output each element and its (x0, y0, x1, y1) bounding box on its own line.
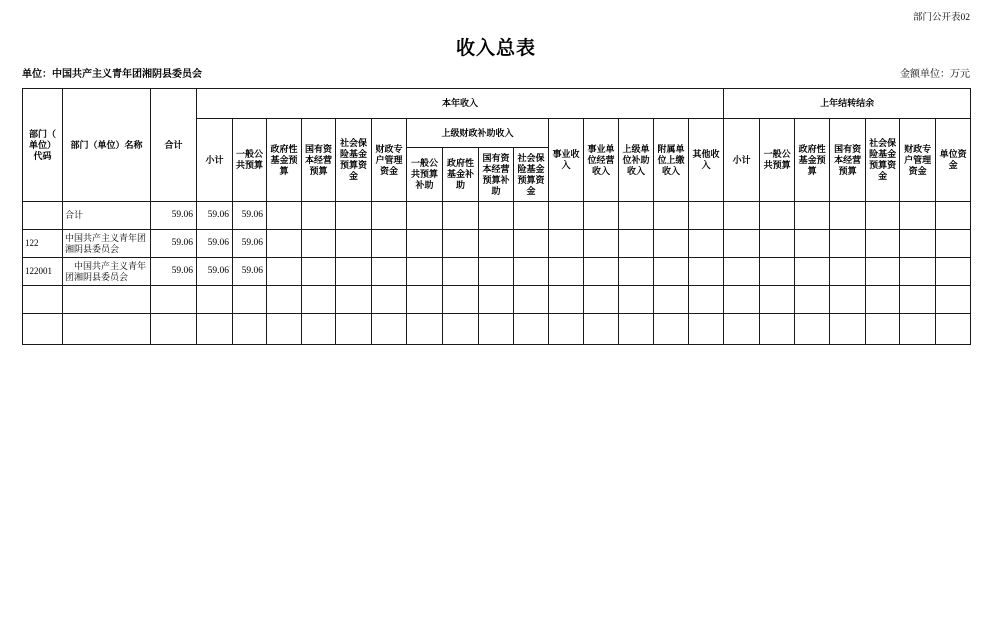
col-header-cy-govt-fund-budget: 政府性基金预算 (267, 119, 302, 202)
table-row (23, 230, 971, 258)
cell-subsidy-state-capital (479, 286, 514, 314)
table-row (23, 202, 971, 230)
cell-co-social-insurance-fund (866, 202, 900, 230)
cell-cy-social-insurance-fund (336, 314, 372, 345)
cell-co-general-public-budget (760, 202, 795, 230)
col-header-subsidy-govt-fund: 政府性基金补助 (443, 148, 479, 202)
cell-dept-code (23, 202, 63, 230)
cell-cy-state-capital-budget (302, 230, 336, 258)
cell-cy-state-capital-budget (302, 286, 336, 314)
cell-co-general-public-budget (760, 314, 795, 345)
cell-cy-general-public-budget: 59.06 (233, 258, 267, 286)
cell-grand-total: 59.06 (151, 202, 197, 230)
cell-business-income (549, 258, 584, 286)
cell-subsidy-state-capital (479, 258, 514, 286)
cell-subsidy-social-insurance-fund (514, 314, 549, 345)
col-header-cy-fiscal-special-account: 财政专户管理资金 (372, 119, 407, 202)
cell-subsidy-general-public-budget (407, 314, 443, 345)
cell-co-govt-fund-budget (795, 286, 830, 314)
cell-cy-state-capital-budget (302, 314, 336, 345)
cell-co-state-capital-budget (830, 202, 866, 230)
cell-business-income (549, 286, 584, 314)
cell-subsidy-state-capital (479, 230, 514, 258)
cell-subsidy-social-insurance-fund (514, 202, 549, 230)
col-header-subsidy-general-public-budget: 一般公共预算补助 (407, 148, 443, 202)
col-group-carryover: 上年结转结余 (724, 89, 971, 119)
cell-co-subtotal (724, 258, 760, 286)
cell-business-income (549, 202, 584, 230)
cell-co-govt-fund-budget (795, 202, 830, 230)
col-header-other-income: 其他收入 (689, 119, 724, 202)
cell-cy-govt-fund-budget (267, 202, 302, 230)
meta-row (22, 65, 970, 80)
header-row-1 (23, 89, 971, 119)
cell-subsidy-govt-fund (443, 202, 479, 230)
cell-cy-fiscal-special-account (372, 202, 407, 230)
cell-business-operating-income (584, 258, 619, 286)
doc-number-label: 部门公开表02 (912, 13, 970, 23)
cell-grand-total: 59.06 (151, 258, 197, 286)
cell-unit-fund (936, 258, 971, 286)
cell-co-fiscal-special-account (900, 230, 936, 258)
page-title: 收入总表 (455, 38, 536, 59)
col-header-affiliated-unit-remit-income: 附属单位上缴收入 (654, 119, 689, 202)
cell-subsidy-govt-fund (443, 230, 479, 258)
cell-co-fiscal-special-account (900, 258, 936, 286)
cell-affiliated-unit-remit-income (654, 314, 689, 345)
cell-unit-fund (936, 202, 971, 230)
cell-co-fiscal-special-account (900, 286, 936, 314)
cell-co-fiscal-special-account (900, 314, 936, 345)
col-header-co-social-insurance-fund: 社会保险基金预算资金 (866, 119, 900, 202)
col-header-business-income: 事业收入 (549, 119, 584, 202)
cell-dept-code: 122 (23, 230, 63, 258)
col-header-dept-name: 部门（单位）名称 (63, 89, 151, 202)
table-row (23, 258, 971, 286)
cell-co-subtotal (724, 202, 760, 230)
cell-business-operating-income (584, 286, 619, 314)
cell-other-income (689, 202, 724, 230)
unit-label: 单位：中国共产主义青年团湘阴县委员会 (22, 69, 202, 80)
table-header (23, 89, 971, 202)
cell-business-operating-income (584, 230, 619, 258)
cell-cy-social-insurance-fund (336, 230, 372, 258)
cell-subsidy-social-insurance-fund (514, 258, 549, 286)
table-row (23, 286, 971, 314)
col-header-co-subtotal: 小计 (724, 119, 760, 202)
cell-subsidy-govt-fund (443, 258, 479, 286)
cell-subsidy-general-public-budget (407, 202, 443, 230)
cell-unit-fund (936, 286, 971, 314)
cell-other-income (689, 314, 724, 345)
cell-subsidy-govt-fund (443, 314, 479, 345)
cell-subsidy-general-public-budget (407, 286, 443, 314)
cell-higher-unit-subsidy-income (619, 258, 654, 286)
cell-cy-subtotal: 59.06 (197, 202, 233, 230)
cell-cy-state-capital-budget (302, 258, 336, 286)
cell-cy-fiscal-special-account (372, 286, 407, 314)
cell-unit-fund (936, 230, 971, 258)
cell-cy-subtotal (197, 286, 233, 314)
col-group-current-year-income: 本年收入 (197, 89, 724, 119)
cell-affiliated-unit-remit-income (654, 258, 689, 286)
cell-co-govt-fund-budget (795, 314, 830, 345)
cell-cy-general-public-budget (233, 314, 267, 345)
col-header-unit-fund: 单位资金 (936, 119, 971, 202)
cell-co-social-insurance-fund (866, 286, 900, 314)
cell-co-state-capital-budget (830, 230, 866, 258)
cell-cy-general-public-budget (233, 286, 267, 314)
income-summary-table (22, 88, 971, 345)
cell-cy-social-insurance-fund (336, 286, 372, 314)
cell-co-govt-fund-budget (795, 230, 830, 258)
cell-co-state-capital-budget (830, 286, 866, 314)
cell-affiliated-unit-remit-income (654, 286, 689, 314)
cell-higher-unit-subsidy-income (619, 286, 654, 314)
cell-dept-code (23, 286, 63, 314)
cell-co-subtotal (724, 314, 760, 345)
cell-co-govt-fund-budget (795, 258, 830, 286)
cell-cy-fiscal-special-account (372, 230, 407, 258)
cell-other-income (689, 258, 724, 286)
cell-co-general-public-budget (760, 286, 795, 314)
cell-business-income (549, 230, 584, 258)
cell-subsidy-govt-fund (443, 286, 479, 314)
cell-cy-subtotal: 59.06 (197, 230, 233, 258)
cell-cy-fiscal-special-account (372, 258, 407, 286)
cell-co-general-public-budget (760, 258, 795, 286)
cell-dept-name: 中国共产主义青年团湘阴县委员会 (63, 258, 151, 286)
cell-co-social-insurance-fund (866, 230, 900, 258)
col-header-cy-general-public-budget: 一般公共预算 (233, 119, 267, 202)
cell-co-fiscal-special-account (900, 202, 936, 230)
col-header-co-govt-fund-budget: 政府性基金预算 (795, 119, 830, 202)
cell-dept-code: 122001 (23, 258, 63, 286)
cell-higher-unit-subsidy-income (619, 314, 654, 345)
cell-business-income (549, 314, 584, 345)
cell-affiliated-unit-remit-income (654, 202, 689, 230)
cell-subsidy-state-capital (479, 314, 514, 345)
table-body (23, 202, 971, 345)
cell-subsidy-state-capital (479, 202, 514, 230)
cell-subsidy-social-insurance-fund (514, 230, 549, 258)
cell-co-social-insurance-fund (866, 258, 900, 286)
cell-higher-unit-subsidy-income (619, 230, 654, 258)
cell-cy-govt-fund-budget (267, 258, 302, 286)
col-header-subsidy-state-capital: 国有资本经营预算补助 (479, 148, 514, 202)
col-group-higher-subsidy-income: 上级财政补助收入 (407, 119, 549, 148)
col-header-co-general-public-budget: 一般公共预算 (760, 119, 795, 202)
cell-subsidy-social-insurance-fund (514, 286, 549, 314)
amount-unit-label: 金额单位：万元 (900, 69, 970, 80)
cell-cy-subtotal (197, 314, 233, 345)
cell-business-operating-income (584, 202, 619, 230)
cell-cy-social-insurance-fund (336, 202, 372, 230)
cell-co-social-insurance-fund (866, 314, 900, 345)
cell-co-general-public-budget (760, 230, 795, 258)
col-header-subsidy-social-insurance-fund: 社会保险基金预算资金 (514, 148, 549, 202)
cell-subsidy-general-public-budget (407, 258, 443, 286)
cell-cy-govt-fund-budget (267, 230, 302, 258)
cell-co-state-capital-budget (830, 258, 866, 286)
cell-affiliated-unit-remit-income (654, 230, 689, 258)
cell-cy-subtotal: 59.06 (197, 258, 233, 286)
cell-cy-social-insurance-fund (336, 258, 372, 286)
col-header-cy-state-capital-budget: 国有资本经营预算 (302, 119, 336, 202)
cell-higher-unit-subsidy-income (619, 202, 654, 230)
col-header-co-state-capital-budget: 国有资本经营预算 (830, 119, 866, 202)
col-header-dept-code: 部门（单位）代码 (23, 89, 63, 202)
cell-dept-name (63, 314, 151, 345)
cell-other-income (689, 286, 724, 314)
col-header-cy-subtotal: 小计 (197, 119, 233, 202)
cell-co-subtotal (724, 286, 760, 314)
cell-grand-total: 59.06 (151, 230, 197, 258)
cell-dept-code (23, 314, 63, 345)
cell-cy-general-public-budget: 59.06 (233, 230, 267, 258)
table-row (23, 314, 971, 345)
col-header-business-operating-income: 事业单位经营收入 (584, 119, 619, 202)
cell-dept-name: 中国共产主义青年团湘阴县委员会 (63, 230, 151, 258)
cell-unit-fund (936, 314, 971, 345)
cell-grand-total (151, 286, 197, 314)
cell-co-subtotal (724, 230, 760, 258)
col-header-cy-social-insurance-fund: 社会保险基金预算资金 (336, 119, 372, 202)
cell-cy-state-capital-budget (302, 202, 336, 230)
cell-other-income (689, 230, 724, 258)
col-header-co-fiscal-special-account: 财政专户管理资金 (900, 119, 936, 202)
cell-cy-govt-fund-budget (267, 314, 302, 345)
cell-grand-total (151, 314, 197, 345)
cell-dept-name: 合计 (63, 202, 151, 230)
col-header-higher-unit-subsidy-income: 上级单位补助收入 (619, 119, 654, 202)
cell-business-operating-income (584, 314, 619, 345)
cell-dept-name (63, 286, 151, 314)
cell-subsidy-general-public-budget (407, 230, 443, 258)
cell-co-state-capital-budget (830, 314, 866, 345)
cell-cy-fiscal-special-account (372, 314, 407, 345)
col-header-grand-total: 合计 (151, 89, 197, 202)
cell-cy-govt-fund-budget (267, 286, 302, 314)
cell-cy-general-public-budget: 59.06 (233, 202, 267, 230)
